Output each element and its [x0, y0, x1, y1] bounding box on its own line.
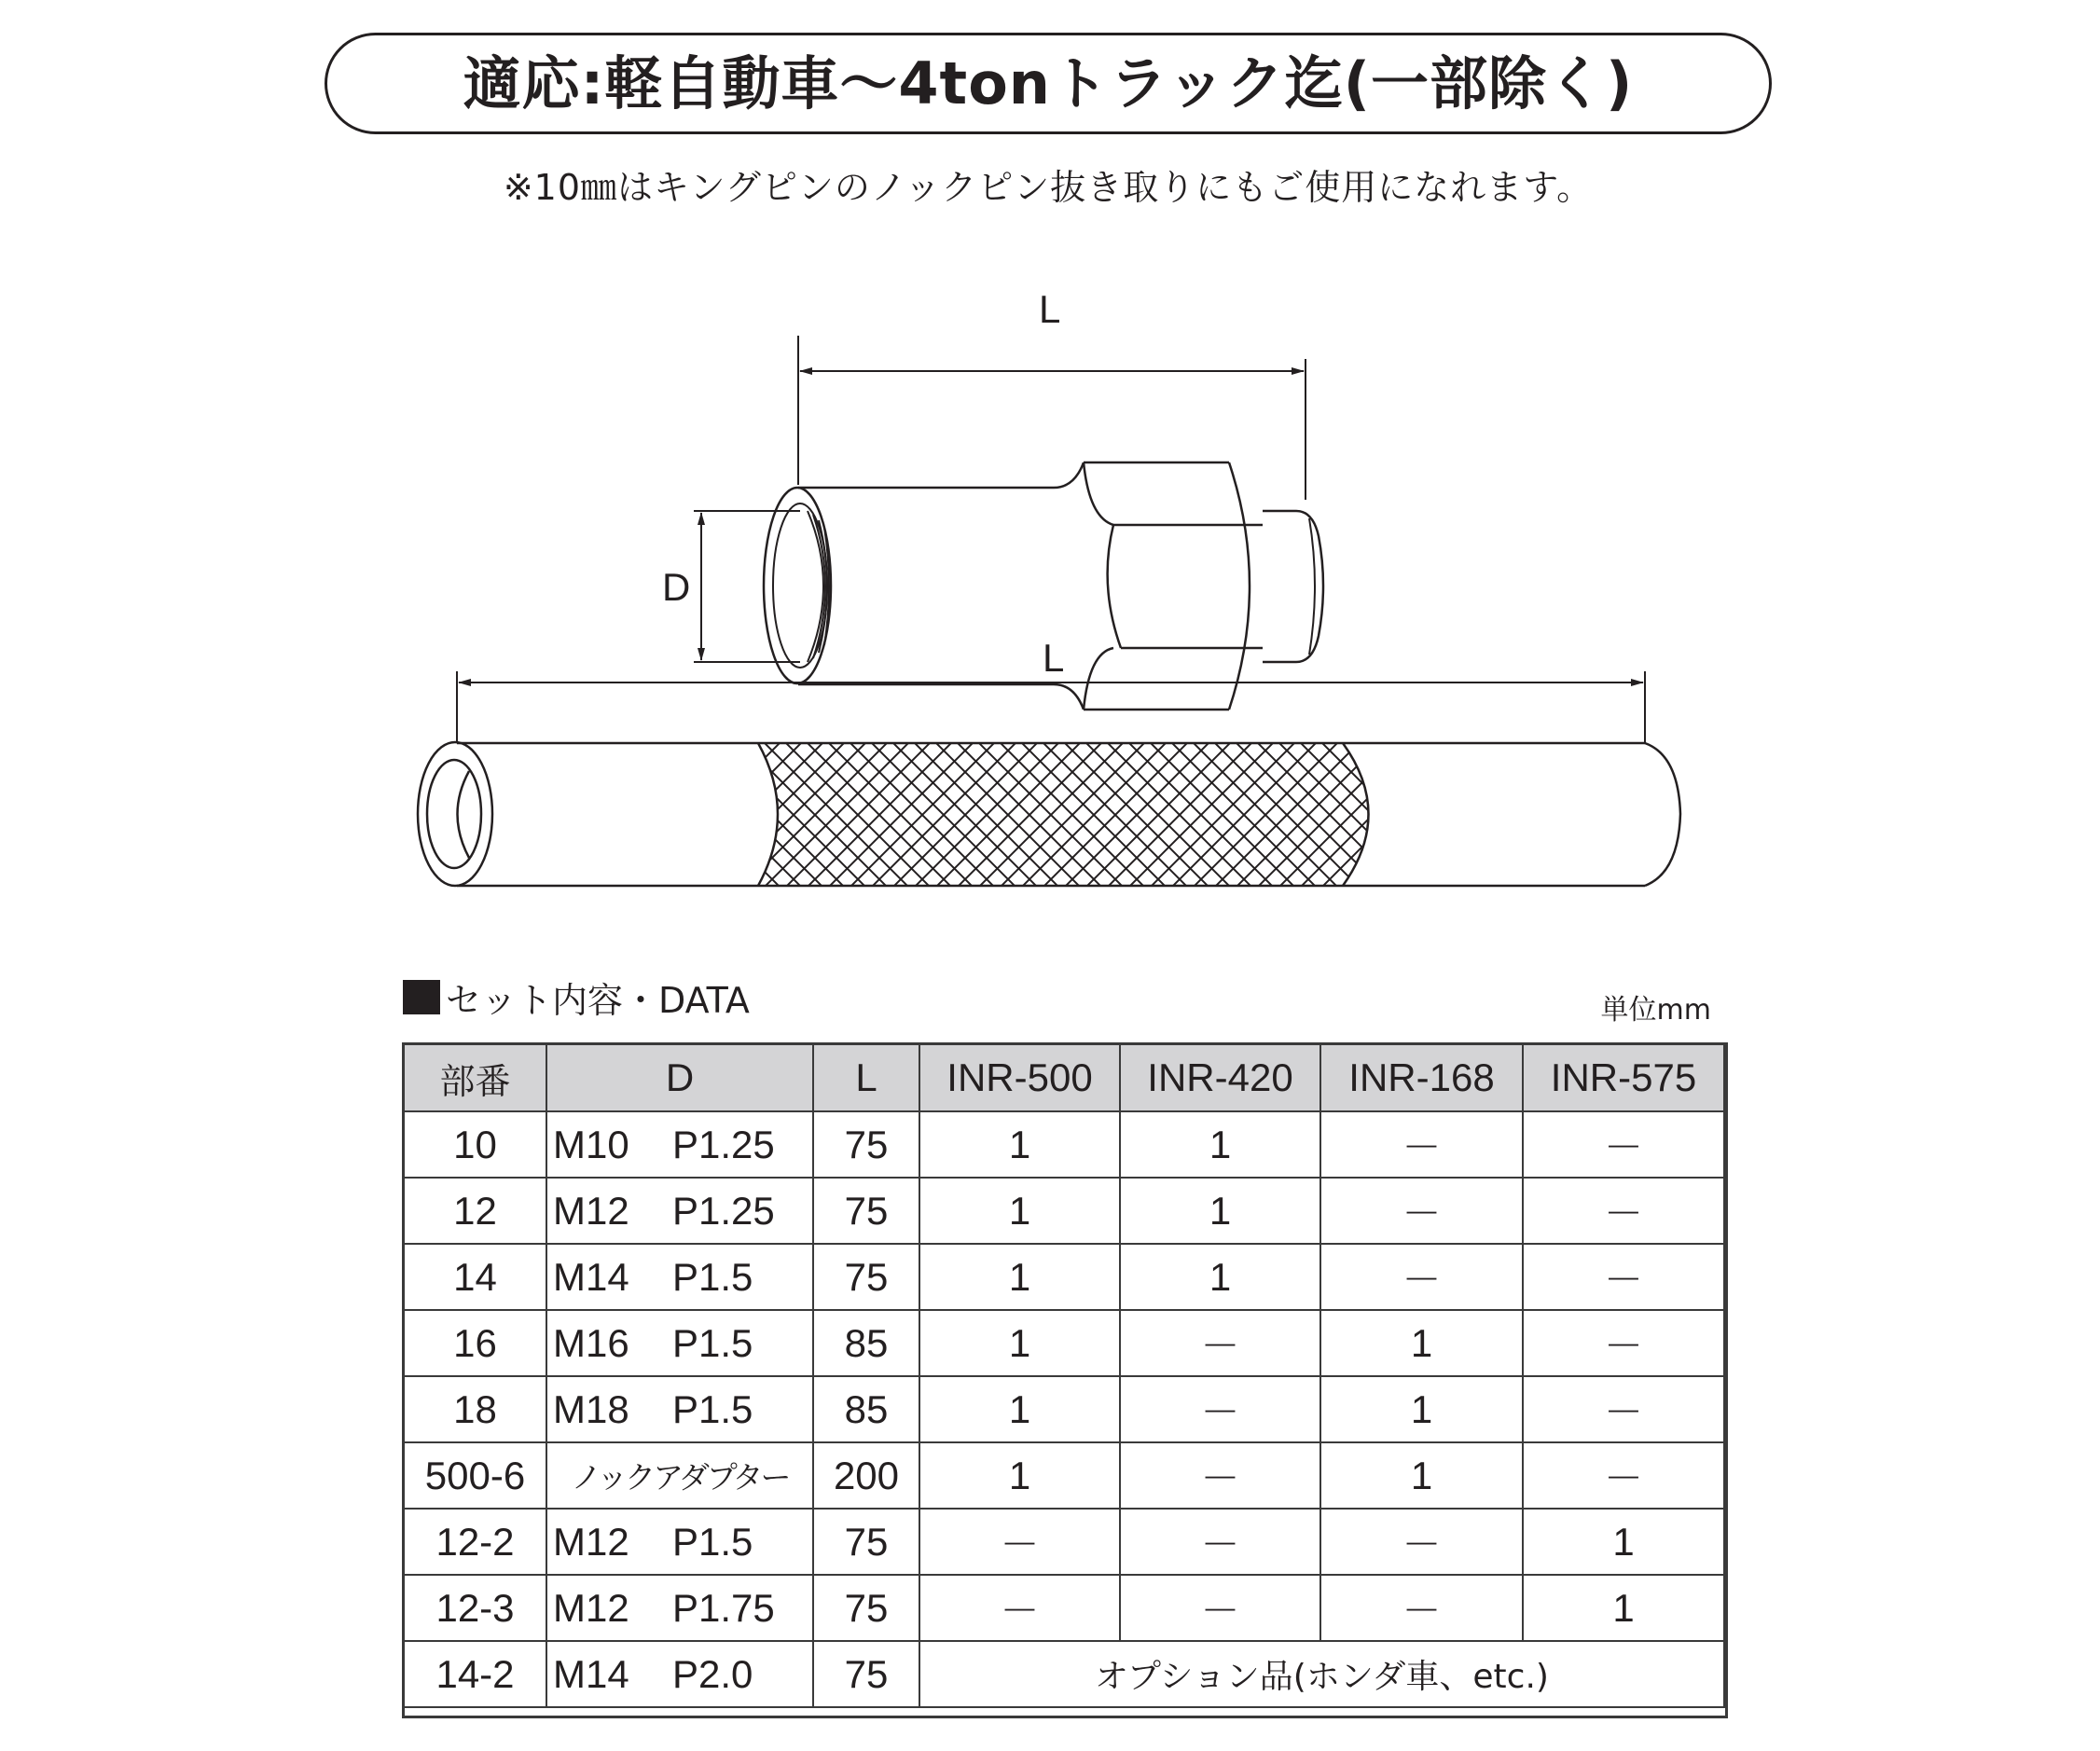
inr420-cell: －	[1120, 1376, 1320, 1442]
header-l: L	[813, 1044, 919, 1111]
inr168-cell: －	[1320, 1178, 1523, 1244]
thread-pitch: P1.5	[672, 1254, 753, 1299]
thread-pitch: P1.25	[672, 1122, 775, 1166]
thread-size: M12	[553, 1188, 629, 1233]
thread-pitch: P1.5	[672, 1320, 753, 1365]
d-cell	[546, 1641, 813, 1707]
thread-size: M12	[553, 1585, 629, 1630]
inr420-cell: 1	[1120, 1178, 1320, 1244]
l-cell: 200	[813, 1442, 919, 1509]
part-cell: 500-6	[404, 1442, 546, 1509]
l-cell: 75	[813, 1641, 919, 1707]
inr420-cell: 1	[1120, 1244, 1320, 1310]
l-cell: 75	[813, 1509, 919, 1575]
inr575-cell: 1	[1523, 1575, 1724, 1641]
l-cell: 75	[813, 1244, 919, 1310]
header-d: D	[546, 1044, 813, 1111]
inr500-cell: 1	[919, 1310, 1120, 1376]
inr420-cell: 1	[1120, 1111, 1320, 1178]
inr420-cell: －	[1120, 1509, 1320, 1575]
diameter-label: D	[662, 565, 691, 609]
table-row	[404, 1442, 1724, 1509]
inr575-cell: 1	[1523, 1509, 1724, 1575]
d-cell	[546, 1509, 813, 1575]
d-cell	[546, 1178, 813, 1244]
thread-pitch: P1.5	[672, 1519, 753, 1564]
thread-size: M14	[553, 1254, 629, 1299]
inr420-cell: －	[1120, 1310, 1320, 1376]
inr500-cell: 1	[919, 1376, 1120, 1442]
inr500-cell: 1	[919, 1178, 1120, 1244]
table-row	[404, 1310, 1724, 1376]
inr575-cell: －	[1523, 1111, 1724, 1178]
header-inr-168: INR-168	[1320, 1044, 1523, 1111]
inr575-cell: －	[1523, 1442, 1724, 1509]
unit-label: 単位mm	[1600, 994, 1711, 1027]
l-cell: 75	[813, 1111, 919, 1178]
table-row	[404, 1641, 1724, 1707]
inr420-cell: －	[1120, 1575, 1320, 1641]
inr168-cell: 1	[1320, 1310, 1523, 1376]
usage-note: ※10㎜はキングピンのノックピン抜き取りにもご使用になれます。	[503, 167, 1594, 208]
inr168-cell: －	[1320, 1111, 1523, 1178]
l-cell: 75	[813, 1575, 919, 1641]
table-row	[404, 1111, 1724, 1178]
d-cell	[546, 1376, 813, 1442]
thread-size: M10	[553, 1122, 629, 1166]
table-row	[404, 1575, 1724, 1641]
knock-adapter-drawing	[418, 671, 1680, 886]
d-cell: ノックアダプター	[546, 1442, 813, 1509]
part-cell: 12-2	[404, 1509, 546, 1575]
thread-size: M18	[553, 1386, 629, 1431]
header-part-number: 部番	[404, 1044, 546, 1111]
part-cell: 16	[404, 1310, 546, 1376]
bar-length-label: L	[1043, 636, 1065, 680]
table-row	[404, 1244, 1724, 1310]
part-cell: 12	[404, 1178, 546, 1244]
thread-size: M12	[553, 1519, 629, 1564]
table-row	[404, 1376, 1724, 1442]
part-cell: 12-3	[404, 1575, 546, 1641]
table-row	[404, 1509, 1724, 1575]
l-cell: 85	[813, 1310, 919, 1376]
nut-adapter-drawing	[694, 336, 1323, 710]
thread-pitch: P1.5	[672, 1386, 753, 1431]
table-header-row	[404, 1044, 1724, 1111]
l-cell: 85	[813, 1376, 919, 1442]
inr420-cell: －	[1120, 1442, 1320, 1509]
d-cell	[546, 1575, 813, 1641]
page-title: 適応:軽自動車〜4tonトラック迄(一部除く)	[463, 49, 1634, 117]
l-cell: 75	[813, 1178, 919, 1244]
d-cell	[546, 1111, 813, 1178]
thread-pitch: P2.0	[672, 1651, 753, 1696]
header-inr-575: INR-575	[1523, 1044, 1724, 1111]
inr500-cell: －	[919, 1509, 1120, 1575]
inr500-cell: 1	[919, 1442, 1120, 1509]
part-cell: 14-2	[404, 1641, 546, 1707]
inr168-cell: －	[1320, 1509, 1523, 1575]
thread-pitch: P1.25	[672, 1188, 775, 1233]
header-inr-500: INR-500	[919, 1044, 1120, 1111]
inr575-cell: －	[1523, 1178, 1724, 1244]
part-cell: 14	[404, 1244, 546, 1310]
inr168-cell: －	[1320, 1244, 1523, 1310]
thread-size: M16	[553, 1320, 629, 1365]
table-row	[404, 1178, 1724, 1244]
black-square-icon	[403, 980, 440, 1014]
inr168-cell: 1	[1320, 1376, 1523, 1442]
inr575-cell: －	[1523, 1310, 1724, 1376]
inr168-cell: －	[1320, 1575, 1523, 1641]
inr168-cell: 1	[1320, 1442, 1523, 1509]
header-inr-420: INR-420	[1120, 1044, 1320, 1111]
inr575-cell: －	[1523, 1376, 1724, 1442]
part-cell: 10	[404, 1111, 546, 1178]
inr500-cell: －	[919, 1575, 1120, 1641]
part-cell: 18	[404, 1376, 546, 1442]
d-cell	[546, 1244, 813, 1310]
thread-pitch: P1.75	[672, 1585, 775, 1630]
section-title	[403, 973, 750, 1020]
inr500-cell: 1	[919, 1111, 1120, 1178]
set-contents-table	[403, 1043, 1725, 1708]
inr500-cell: 1	[919, 1244, 1120, 1310]
length-label: L	[1039, 287, 1061, 331]
thread-size: M14	[553, 1651, 629, 1696]
inr575-cell: －	[1523, 1244, 1724, 1310]
section-title-text: セット内容・DATA	[446, 979, 750, 1021]
option-note-cell: オプション品(ホンダ車、etc.)	[919, 1641, 1724, 1707]
d-cell	[546, 1310, 813, 1376]
